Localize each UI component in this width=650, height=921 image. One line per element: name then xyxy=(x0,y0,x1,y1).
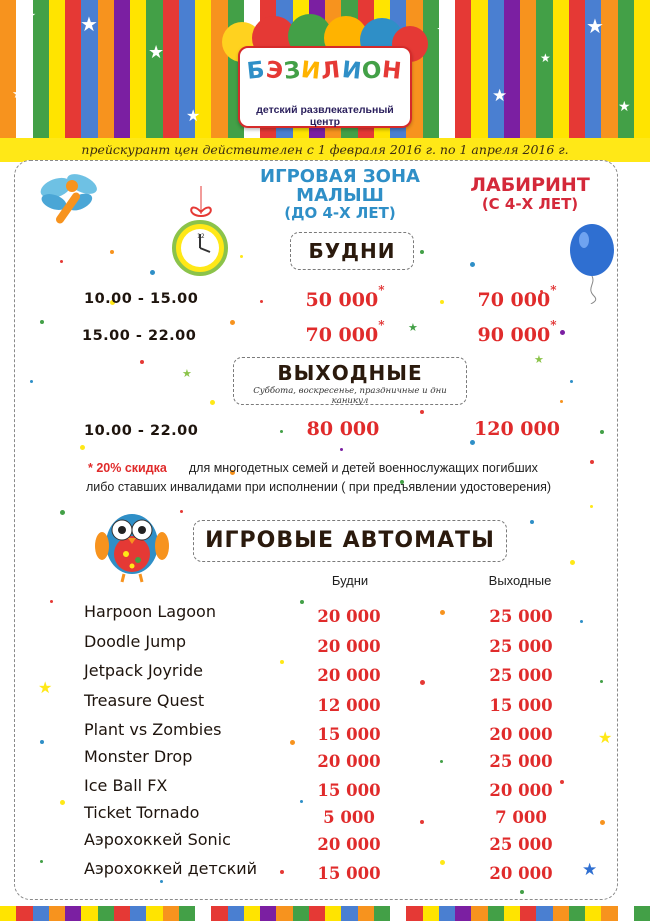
confetti-dot xyxy=(560,400,563,403)
price-value: 70 000 xyxy=(305,324,379,346)
game-name: Plant vs Zombies xyxy=(84,720,222,739)
logo-subtitle: детский развлекательный центр xyxy=(256,104,394,128)
confetti-dot xyxy=(230,320,235,325)
asterisk-mark: * xyxy=(550,283,557,297)
star-icon: ★ xyxy=(534,353,544,366)
play-zone-name: МАЛЫШ xyxy=(296,185,384,206)
balloon-icon xyxy=(566,222,618,304)
logo-letter: О xyxy=(360,56,384,86)
weekend-zone-price-1: 80 000 xyxy=(306,418,380,440)
confetti-dot xyxy=(570,380,573,383)
confetti-dot xyxy=(280,660,284,664)
owl-icon xyxy=(94,500,170,584)
confetti-dot xyxy=(280,870,284,874)
game-name: Treasure Quest xyxy=(84,691,205,710)
confetti-dot xyxy=(110,250,114,254)
stripe xyxy=(98,0,114,138)
game-weekday-price: 20 000 xyxy=(317,835,381,854)
game-weekend-price: 7 000 xyxy=(495,808,547,827)
weekdays-heading: БУДНИ xyxy=(290,232,414,270)
stripe xyxy=(65,0,81,138)
play-zone-age: (ДО 4-Х ЛЕТ) xyxy=(284,204,396,222)
confetti-dot xyxy=(150,270,155,275)
weekday-zone-price-1 xyxy=(290,283,400,311)
star-icon: ★ xyxy=(618,99,631,115)
stripe xyxy=(114,906,130,921)
stripe xyxy=(260,906,276,921)
stripe xyxy=(634,906,650,921)
game-name: Ice Ball FX xyxy=(84,776,168,795)
game-weekday-price: 15 000 xyxy=(317,864,381,883)
stripe xyxy=(163,0,179,138)
game-name: Monster Drop xyxy=(84,747,193,766)
stripe xyxy=(374,906,390,921)
star-icon: ★ xyxy=(186,106,201,125)
stripe xyxy=(585,906,601,921)
stripe xyxy=(146,906,162,921)
stripe xyxy=(504,906,520,921)
stripe xyxy=(114,0,130,138)
stripe xyxy=(520,906,536,921)
confetti-dot xyxy=(80,445,85,450)
logo xyxy=(222,16,428,131)
stripe xyxy=(325,906,341,921)
stripe xyxy=(504,0,520,138)
star-icon: ★ xyxy=(12,87,24,102)
star-icon: ★ xyxy=(182,367,192,380)
asterisk-mark: * xyxy=(378,318,385,332)
weekend-subtitle: Суббота, воскресенье, праздничные и дни каникул xyxy=(253,386,447,406)
stripe xyxy=(439,906,455,921)
stripe xyxy=(536,906,552,921)
confetti-dot xyxy=(60,800,65,805)
logo-letter: И xyxy=(299,57,323,85)
game-weekday-price: 15 000 xyxy=(317,781,381,800)
logo-wordmark xyxy=(240,58,410,84)
game-weekday-price: 20 000 xyxy=(317,666,381,685)
confetti-dot xyxy=(590,505,593,508)
confetti-dot xyxy=(600,680,603,683)
labyrinth-age: (С 4-Х ЛЕТ) xyxy=(481,195,579,213)
stripe xyxy=(406,906,422,921)
weekend-title: ВЫХОДНЫЕ xyxy=(277,361,423,385)
stripe xyxy=(49,906,65,921)
star-icon: ★ xyxy=(598,728,613,747)
confetti-dot xyxy=(590,460,594,464)
games-heading: ИГРОВЫЕ АВТОМАТЫ xyxy=(193,520,507,562)
game-weekend-price: 15 000 xyxy=(489,696,553,715)
weekend-lab-price-1: 120 000 xyxy=(474,418,560,440)
game-weekday-price: 20 000 xyxy=(317,607,381,626)
price-value: 50 000 xyxy=(305,289,379,311)
confetti-dot xyxy=(600,820,605,825)
confetti-dot xyxy=(580,620,583,623)
logo-letter: Л xyxy=(320,57,343,85)
stripe xyxy=(601,906,617,921)
logo-card xyxy=(238,46,412,128)
star-icon: ★ xyxy=(80,12,98,36)
game-weekday-price: 12 000 xyxy=(317,696,381,715)
price-value: 70 000 xyxy=(477,289,551,311)
confetti-dot xyxy=(280,430,283,433)
stripe xyxy=(49,0,65,138)
star-icon: ★ xyxy=(38,678,53,697)
confetti-dot xyxy=(40,740,44,744)
confetti-dot xyxy=(140,360,144,364)
weekday-lab-price-2 xyxy=(462,318,572,346)
asterisk-mark: * xyxy=(378,283,385,297)
confetti-dot xyxy=(340,448,343,451)
stripe xyxy=(553,0,569,138)
confetti-dot xyxy=(420,820,424,824)
logo-letter: Э xyxy=(264,57,286,85)
confetti-dot xyxy=(180,510,183,513)
star-icon: ★ xyxy=(436,20,453,41)
discount-line-1: для многодетных семей и детей военнослужащих погибших xyxy=(188,461,538,475)
game-weekend-price: 25 000 xyxy=(489,607,553,626)
stripe xyxy=(33,906,49,921)
stripe xyxy=(293,906,309,921)
price-notice: прейскурант цен действителен с 1 февраля 2016 г. по 1 апреля 2016 г. xyxy=(81,142,569,157)
games-col-weekdays: Будни xyxy=(331,573,369,588)
game-weekday-price: 20 000 xyxy=(317,752,381,771)
stripe xyxy=(276,906,292,921)
confetti-dot xyxy=(30,380,33,383)
stripe xyxy=(16,906,32,921)
clock-icon xyxy=(168,186,230,278)
logo-letter: Н xyxy=(381,57,404,85)
logo-letter: З xyxy=(282,57,303,85)
logo-letter: И xyxy=(340,57,364,85)
logo-letter: Б xyxy=(246,57,268,85)
stripe xyxy=(488,0,504,138)
confetti-dot xyxy=(160,880,163,883)
game-weekend-price: 20 000 xyxy=(489,781,553,800)
labyrinth-title: ЛАБИРИНТ xyxy=(470,174,590,196)
stripe xyxy=(618,0,634,138)
weekday-lab-price-1 xyxy=(462,283,572,311)
confetti-dot xyxy=(530,520,534,524)
confetti-dot xyxy=(210,400,215,405)
stripe xyxy=(0,906,16,921)
confetti-dot xyxy=(420,680,425,685)
confetti-dot xyxy=(570,560,575,565)
confetti-dot xyxy=(60,510,65,515)
star-icon: ★ xyxy=(492,86,508,106)
game-weekday-price: 15 000 xyxy=(317,725,381,744)
game-name: Jetpack Joyride xyxy=(84,661,203,680)
star-icon: ★ xyxy=(582,860,598,880)
price-value: 90 000 xyxy=(477,324,551,346)
stripe xyxy=(81,906,97,921)
game-name: Аэрохоккей детский xyxy=(84,859,258,878)
stripe xyxy=(423,906,439,921)
svg-text:12: 12 xyxy=(197,233,205,240)
stripe xyxy=(130,0,146,138)
game-weekend-price: 25 000 xyxy=(489,752,553,771)
stripe xyxy=(488,906,504,921)
game-weekday-price: 20 000 xyxy=(317,637,381,656)
confetti-dot xyxy=(60,260,63,263)
confetti-dot xyxy=(440,610,445,615)
stripe xyxy=(179,906,195,921)
confetti-dot xyxy=(440,860,445,865)
stripe xyxy=(390,906,406,921)
stripe xyxy=(553,906,569,921)
confetti-dot xyxy=(600,430,604,434)
stripe xyxy=(471,0,487,138)
weekend-heading xyxy=(233,357,467,405)
weekend-time-1: 10.00 - 22.00 xyxy=(84,423,199,439)
confetti-dot xyxy=(300,600,304,604)
weekday-time-1: 10.00 - 15.00 xyxy=(84,291,199,307)
star-icon: ★ xyxy=(22,6,37,25)
confetti-dot xyxy=(260,300,263,303)
star-icon: ★ xyxy=(148,42,165,63)
weekday-zone-price-2 xyxy=(290,318,400,346)
stripe xyxy=(358,906,374,921)
stripe xyxy=(520,0,536,138)
games-col-weekend: Выходные xyxy=(488,573,552,588)
stripe xyxy=(341,906,357,921)
confetti-dot xyxy=(40,860,43,863)
confetti-dot xyxy=(40,320,44,324)
game-name: Doodle Jump xyxy=(84,632,187,651)
game-weekday-price: 5 000 xyxy=(323,808,375,827)
confetti-dot xyxy=(440,760,443,763)
game-weekend-price: 20 000 xyxy=(489,864,553,883)
weekday-time-2: 15.00 - 22.00 xyxy=(82,328,197,344)
confetti-dot xyxy=(420,250,424,254)
game-weekend-price: 25 000 xyxy=(489,666,553,685)
confetti-dot xyxy=(420,410,424,414)
stripe xyxy=(0,0,16,138)
discount-line-2: либо ставших инвалидами при исполнении ( при предъявлении удостоверения) xyxy=(86,480,552,494)
game-name: Ticket Tornado xyxy=(84,803,200,822)
star-icon: ★ xyxy=(586,14,604,38)
play-zone-title: ИГРОВАЯ ЗОНА xyxy=(260,166,420,187)
stripe xyxy=(211,906,227,921)
confetti-dot xyxy=(520,890,524,894)
stripe xyxy=(65,906,81,921)
stripe xyxy=(195,906,211,921)
stripe xyxy=(618,906,634,921)
stripe xyxy=(163,906,179,921)
confetti-dot xyxy=(470,262,475,267)
star-icon: ★ xyxy=(408,321,418,334)
stripe xyxy=(228,906,244,921)
stripe xyxy=(244,906,260,921)
game-weekend-price: 25 000 xyxy=(489,637,553,656)
star-icon: ★ xyxy=(540,51,551,65)
stripe xyxy=(569,906,585,921)
dragonfly-icon xyxy=(34,172,104,232)
discount-label: * 20% скидка xyxy=(88,461,167,475)
confetti-dot xyxy=(470,440,475,445)
confetti-dot xyxy=(240,255,243,258)
stripe xyxy=(146,0,165,138)
stripe xyxy=(569,0,585,138)
stripe xyxy=(471,906,487,921)
stripe xyxy=(634,0,650,138)
bottom-stripes xyxy=(0,906,650,921)
stripe xyxy=(455,0,471,138)
stripe xyxy=(455,906,471,921)
game-weekend-price: 20 000 xyxy=(489,725,553,744)
labyrinth-header xyxy=(455,176,605,212)
play-zone-header xyxy=(255,168,425,222)
stripe xyxy=(309,906,325,921)
game-name: Harpoon Lagoon xyxy=(84,602,216,621)
stripe xyxy=(536,0,552,138)
confetti-dot xyxy=(440,300,444,304)
asterisk-mark: * xyxy=(550,318,557,332)
game-weekend-price: 25 000 xyxy=(489,835,553,854)
confetti-dot xyxy=(50,600,53,603)
confetti-dot xyxy=(300,800,303,803)
stripe xyxy=(98,906,114,921)
stripe xyxy=(130,906,146,921)
game-name: Аэрохоккей Sonic xyxy=(84,830,231,849)
